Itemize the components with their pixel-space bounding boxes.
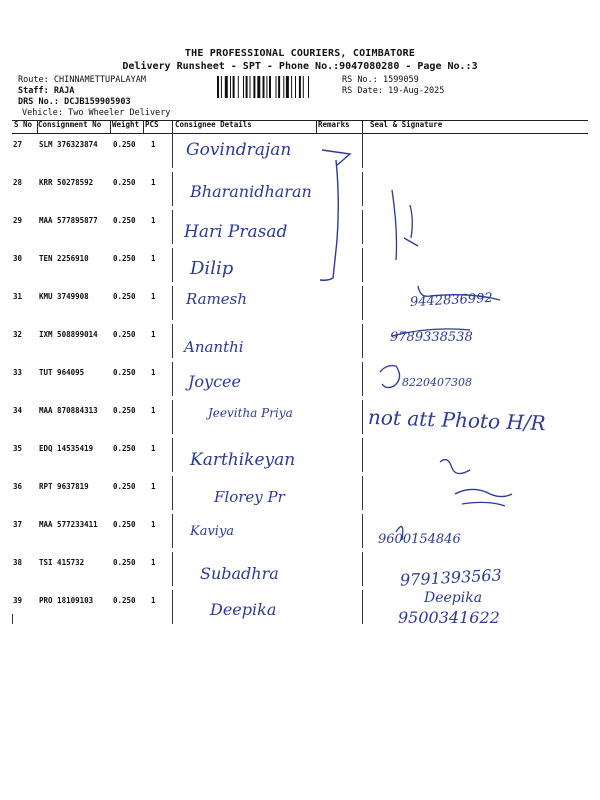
row-weight: 0.250: [113, 178, 136, 187]
handwritten-consignee-name: Deepika: [210, 600, 277, 619]
handwritten-consignee-name: Ananthi: [184, 338, 244, 356]
row-weight: 0.250: [113, 216, 136, 225]
row-consignment-no: TUT 964095: [39, 368, 85, 377]
row-pcs: 1: [151, 368, 156, 377]
signature-stroke: [380, 366, 400, 388]
route-label: Route:: [18, 75, 49, 85]
row-pcs: 1: [151, 216, 156, 225]
handwritten-consignee-name: Bharanidharan: [190, 182, 312, 201]
handwritten-phone-31: 9442836992: [409, 290, 494, 311]
row-consignment-no: PRO 18109103: [39, 596, 94, 605]
row-weight: 0.250: [113, 596, 136, 605]
row-pcs: 1: [151, 520, 156, 529]
row-consignment-no: MAA 870884313: [39, 406, 98, 415]
row-consignment-no: TSI 415732: [39, 558, 85, 567]
row-consignment-no: RPT 9637819: [39, 482, 89, 491]
row-pcs: 1: [151, 444, 156, 453]
route-value: CHINNAMETTUPALAYAM: [53, 75, 146, 85]
col-header-weight: Weight: [112, 120, 140, 129]
row-weight: 0.250: [113, 292, 136, 301]
row-consignment-no: MAA 577895877: [39, 216, 98, 225]
handwritten-consignee-name: Ramesh: [186, 290, 248, 308]
row-sno: 38: [13, 558, 23, 567]
row-weight: 0.250: [113, 140, 136, 149]
rs-no-label: RS No.:: [342, 75, 378, 85]
drs-value: DCJB159905903: [64, 97, 131, 107]
row-weight: 0.250: [113, 330, 136, 339]
row-pcs: 1: [151, 558, 156, 567]
row-consignment-no: SLM 376323874: [39, 140, 98, 149]
handwritten-consignee-name: Joycee: [188, 372, 241, 391]
rs-date-label: RS Date:: [342, 86, 383, 96]
handwritten-phone-37: 9600154846: [378, 532, 461, 547]
row-consignment-no: TEN 2256910: [39, 254, 89, 263]
row-sno: 34: [13, 406, 23, 415]
col-header-consignee: Consignee Details: [175, 120, 252, 129]
vehicle-value: Two Wheeler Delivery: [68, 108, 171, 118]
row-pcs: 1: [151, 330, 156, 339]
handwritten-phone-38: 9791393563: [399, 565, 503, 590]
row-pcs: 1: [151, 482, 156, 491]
signature-stroke: [392, 190, 397, 260]
row-consignment-no: KMU 3749908: [39, 292, 89, 301]
handwritten-consignee-name: Karthikeyan: [190, 450, 296, 470]
row-weight: 0.250: [113, 558, 136, 567]
col-header-seal: Seal & Signature: [370, 120, 443, 129]
row-consignment-no: KRR 50278592: [39, 178, 94, 187]
runsheet-subtitle: Delivery Runsheet - SPT - Phone No.:9047080280 - Page No.:3: [122, 61, 478, 72]
row-weight: 0.250: [113, 482, 136, 491]
row-sno: 33: [13, 368, 23, 377]
handwritten-phone-39: 9500341622: [398, 608, 500, 627]
staff-value: RAJA: [53, 86, 75, 96]
row-sno: 30: [13, 254, 23, 263]
row-sno: 37: [13, 520, 23, 529]
handwritten-phone-33: 8220407308: [402, 376, 472, 389]
col-header-consignment: Consignment No: [38, 120, 102, 129]
row-weight: 0.250: [113, 444, 136, 453]
row-sno: 35: [13, 444, 23, 453]
col-header-remarks: Remarks: [318, 120, 350, 129]
row-consignment-no: IXM 508899014: [39, 330, 98, 339]
rs-date-value: 19-Aug-2025: [388, 86, 445, 96]
row-sno: 36: [13, 482, 23, 491]
row-pcs: 1: [151, 292, 156, 301]
handwritten-phone-32: 9789338538: [390, 330, 473, 345]
row-pcs: 1: [151, 406, 156, 415]
row-weight: 0.250: [113, 520, 136, 529]
row-pcs: 1: [151, 596, 156, 605]
row-sno: 27: [13, 140, 23, 149]
handwritten-consignee-name: Kaviya: [190, 524, 235, 539]
handwritten-consignee-name: Florey Pr: [214, 488, 285, 506]
handwritten-consignee-name: Subadhra: [200, 564, 279, 583]
row-sno: 32: [13, 330, 23, 339]
vehicle-label: Vehicle:: [22, 108, 63, 118]
handwritten-consignee-name: Hari Prasad: [184, 222, 288, 242]
handwritten-consignee-name: Dilip: [190, 258, 234, 279]
row-consignment-no: EDQ 14535419: [39, 444, 94, 453]
row-sno: 39: [13, 596, 23, 605]
remark-bracket-stroke: [320, 150, 350, 280]
handwritten-consignee-name: Jeevitha Priya: [208, 406, 293, 420]
signature-stroke: [440, 460, 470, 474]
col-header-sno: S No: [14, 120, 33, 129]
row-weight: 0.250: [113, 254, 136, 263]
row-sno: 31: [13, 292, 23, 301]
drs-label: DRS No.:: [18, 97, 59, 107]
col-header-pcs: PCS: [145, 120, 159, 129]
row-consignment-no: MAA 577233411: [39, 520, 98, 529]
handwritten-name-39: Deepika: [424, 590, 483, 606]
company-title: THE PROFESSIONAL COURIERS, COIMBATORE: [184, 48, 416, 59]
signature-stroke: [404, 205, 418, 246]
row-pcs: 1: [151, 140, 156, 149]
handwritten-remark-34: not att Photo H/R: [367, 404, 547, 436]
rs-no-value: 1599059: [382, 75, 419, 85]
row-pcs: 1: [151, 178, 156, 187]
row-sno: 28: [13, 178, 23, 187]
row-weight: 0.250: [113, 406, 136, 415]
staff-label: Staff:: [18, 86, 49, 96]
row-pcs: 1: [151, 254, 156, 263]
signature-stroke: [455, 489, 512, 506]
handwritten-consignee-name: Govindrajan: [186, 140, 292, 160]
row-weight: 0.250: [113, 368, 136, 377]
row-sno: 29: [13, 216, 23, 225]
